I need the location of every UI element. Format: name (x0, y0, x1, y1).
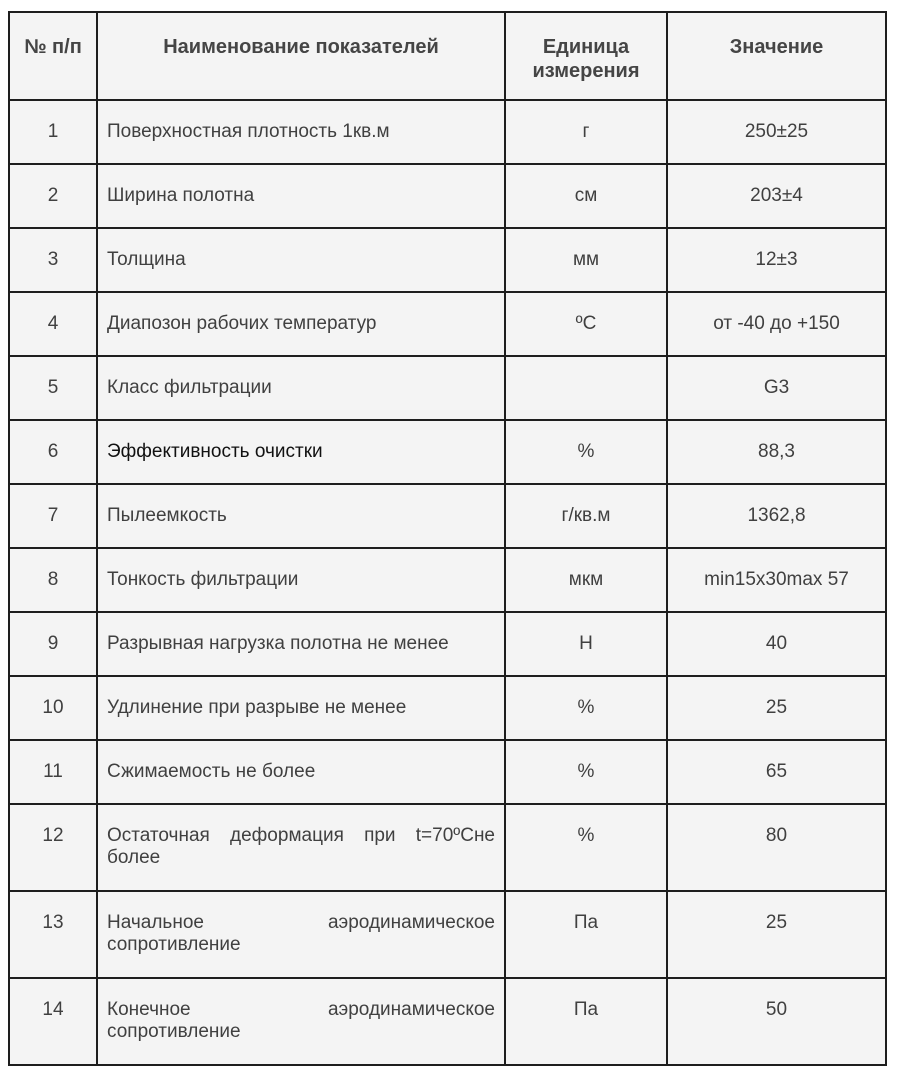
row-value: 40 (667, 612, 886, 676)
row-value: 250±25 (667, 100, 886, 164)
table-row (9, 484, 886, 548)
row-value: 80 (667, 804, 886, 891)
row-unit: % (505, 740, 667, 804)
table-row (9, 164, 886, 228)
table-row (9, 100, 886, 164)
header-unit-line2: измерения (532, 60, 640, 82)
table-row (9, 292, 886, 356)
row-name: Разрывная нагрузка полотна не менее (97, 612, 505, 676)
row-num: 11 (9, 740, 97, 804)
row-value: от -40 до +150 (667, 292, 886, 356)
header-unit-line1: Единица (542, 36, 630, 58)
row-unit: см (505, 164, 667, 228)
row-unit: ºС (505, 292, 667, 356)
row-value: 25 (667, 676, 886, 740)
row-num: 12 (9, 804, 97, 891)
row-num: 5 (9, 356, 97, 420)
table-row (9, 228, 886, 292)
row-name: Пылеемкость (97, 484, 505, 548)
row-unit: Па (505, 891, 667, 978)
row-num: 6 (9, 420, 97, 484)
row-unit: г (505, 100, 667, 164)
row-value: 1362,8 (667, 484, 886, 548)
row-value: 65 (667, 740, 886, 804)
table-row (9, 676, 886, 740)
row-name: Конечное аэродинамическое сопротивление (97, 978, 505, 1065)
row-name: Ширина полотна (97, 164, 505, 228)
row-num: 3 (9, 228, 97, 292)
row-num: 7 (9, 484, 97, 548)
row-num: 1 (9, 100, 97, 164)
header-name: Наименование показателей (97, 12, 505, 100)
row-value: G3 (667, 356, 886, 420)
table-row (9, 612, 886, 676)
row-num: 14 (9, 978, 97, 1065)
row-name: Поверхностная плотность 1кв.м (97, 100, 505, 164)
row-value: 50 (667, 978, 886, 1065)
table-row (9, 804, 886, 891)
header-num: № п/п (9, 12, 97, 100)
row-num: 10 (9, 676, 97, 740)
row-name: Тонкость фильтрации (97, 548, 505, 612)
row-unit: мм (505, 228, 667, 292)
row-num: 8 (9, 548, 97, 612)
specification-table (8, 11, 887, 1066)
row-num: 9 (9, 612, 97, 676)
row-name: Сжимаемость не более (97, 740, 505, 804)
row-num: 13 (9, 891, 97, 978)
header-value: Значение (667, 12, 886, 100)
row-name: Класс фильтрации (97, 356, 505, 420)
row-unit (505, 356, 667, 420)
row-value: 203±4 (667, 164, 886, 228)
row-unit: % (505, 804, 667, 891)
row-value: 12±3 (667, 228, 886, 292)
table-row (9, 978, 886, 1065)
table-row (9, 740, 886, 804)
row-value: 25 (667, 891, 886, 978)
row-value: min15x30max 57 (667, 548, 886, 612)
row-unit: % (505, 420, 667, 484)
row-num: 2 (9, 164, 97, 228)
table-row (9, 891, 886, 978)
row-value: 88,3 (667, 420, 886, 484)
row-name: Удлинение при разрыве не менее (97, 676, 505, 740)
header-unit (505, 12, 667, 100)
row-unit: г/кв.м (505, 484, 667, 548)
row-name: Начальное аэродинамическое сопротивление (97, 891, 505, 978)
table-row (9, 548, 886, 612)
row-num: 4 (9, 292, 97, 356)
table-header-row (9, 12, 886, 100)
row-unit: % (505, 676, 667, 740)
row-name: Диапозон рабочих температур (97, 292, 505, 356)
row-unit: мкм (505, 548, 667, 612)
row-unit: Н (505, 612, 667, 676)
row-name: Остаточная деформация при t=70ºСне более (97, 804, 505, 891)
table-row (9, 356, 886, 420)
row-name: Эффективность очистки (97, 420, 505, 484)
table-row (9, 420, 886, 484)
row-unit: Па (505, 978, 667, 1065)
row-name: Толщина (97, 228, 505, 292)
